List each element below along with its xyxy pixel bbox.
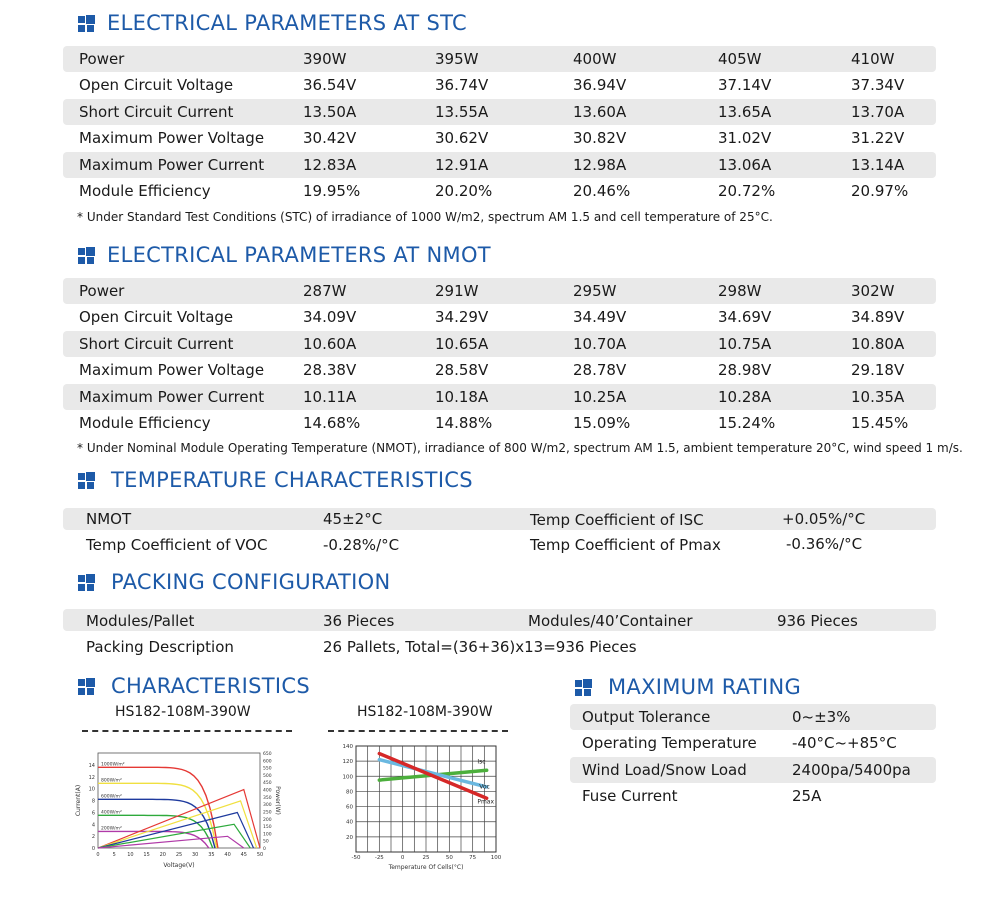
- row-value: 36.54V: [303, 76, 357, 95]
- y2-tick-label: 100: [263, 832, 272, 838]
- section-icon: [78, 679, 94, 695]
- row-value: -40°C~+85°C: [792, 734, 897, 753]
- container-value: 936 Pieces: [777, 612, 858, 630]
- row-value: 10.80A: [851, 334, 905, 353]
- table-row: [570, 730, 936, 756]
- table-row: [63, 152, 936, 178]
- x-tick-label: 5: [112, 852, 116, 858]
- row-value: 28.58V: [435, 361, 489, 380]
- y-tick-label: 60: [346, 804, 353, 811]
- row-label: Open Circuit Voltage: [79, 308, 234, 327]
- voc-coef-value: -0.28%/°C: [323, 536, 400, 554]
- row-value: 30.82V: [573, 129, 627, 148]
- series-label: Pmax: [477, 798, 495, 806]
- row-value: 400W: [573, 50, 617, 68]
- row-label: Power: [79, 50, 125, 68]
- row-label: Fuse Current: [582, 787, 678, 806]
- section-icon: [78, 473, 94, 489]
- row-value: 19.95%: [303, 181, 361, 200]
- packing-desc-value: 26 Pallets, Total=(36+36)x13=936 Pieces: [323, 638, 637, 656]
- row-label: Wind Load/Snow Load: [582, 760, 747, 779]
- temperature-title: TEMPERATURE CHARACTERISTICS: [111, 468, 473, 492]
- y-tick-label: 4: [91, 822, 95, 829]
- row-value: 291W: [435, 282, 479, 300]
- y-axis-label: Current(A): [75, 784, 82, 817]
- temperature-chart: [330, 740, 510, 875]
- irradiance-label: 1000W/m²: [101, 762, 125, 768]
- row-value: 28.98V: [718, 361, 772, 380]
- table-row: [570, 704, 936, 730]
- y-tick-label: 80: [346, 789, 353, 796]
- row-value: 295W: [573, 282, 617, 300]
- x-axis-label: Temperature Of Cells(°C): [388, 864, 464, 871]
- row-value: 29.18V: [851, 361, 905, 380]
- row-value: 28.38V: [303, 361, 357, 380]
- row-value: 13.70A: [851, 102, 905, 121]
- row-value: 20.46%: [573, 181, 631, 200]
- x-tick-label: 10: [127, 852, 134, 858]
- iv-chart-divider: [82, 730, 292, 732]
- row-label: Operating Temperature: [582, 734, 757, 753]
- irradiance-label: 600W/m²: [101, 794, 122, 800]
- row-value: 13.14A: [851, 155, 905, 174]
- pmax-coef-value: -0.36%/°C: [786, 535, 863, 553]
- nmot-label: NMOT: [86, 510, 132, 528]
- y-tick-label: 120: [342, 759, 353, 766]
- row-value: 12.83A: [303, 155, 357, 174]
- irradiance-label: 800W/m²: [101, 778, 122, 784]
- isc-coef-value: +0.05%/°C: [782, 510, 866, 528]
- pallet-label: Modules/Pallet: [86, 612, 195, 630]
- y-tick-label: 20: [346, 834, 353, 841]
- stc-title: ELECTRICAL PARAMETERS AT STC: [107, 11, 468, 35]
- table-row: [63, 99, 936, 125]
- table-row: [63, 46, 936, 72]
- row-value: 10.18A: [435, 387, 489, 406]
- row-value: 10.11A: [303, 387, 357, 406]
- y2-tick-label: 0: [263, 847, 266, 852]
- row-value: 36.74V: [435, 76, 489, 95]
- row-value: 10.35A: [851, 387, 905, 406]
- x-tick-label: -25: [374, 855, 384, 861]
- row-value: 20.97%: [851, 181, 909, 200]
- stc-table: [63, 46, 936, 204]
- y2-tick-label: 350: [263, 795, 272, 801]
- temp-chart-divider: [328, 730, 508, 732]
- row-value: 28.78V: [573, 361, 627, 380]
- row-value: 14.68%: [303, 413, 361, 432]
- series-label: Voc: [479, 783, 490, 791]
- table-row: [63, 410, 936, 436]
- x-tick-label: 15: [143, 852, 150, 858]
- row-value: 2400pa/5400pa: [792, 760, 911, 779]
- row-value: 10.25A: [573, 387, 627, 406]
- section-icon: [575, 680, 591, 696]
- table-row: [63, 357, 936, 383]
- row-value: 37.14V: [718, 76, 772, 95]
- packing-desc-label: Packing Description: [86, 638, 234, 656]
- pv-curve: [98, 790, 260, 848]
- table-row: [63, 384, 936, 410]
- maximum-rating-title: MAXIMUM RATING: [608, 675, 802, 699]
- section-icon: [78, 16, 94, 32]
- irradiance-label: 200W/m²: [101, 826, 122, 832]
- x-tick-label: 45: [240, 852, 247, 858]
- y-tick-label: 8: [91, 798, 95, 805]
- row-value: 37.34V: [851, 76, 905, 95]
- y2-tick-label: 50: [263, 839, 269, 845]
- y-tick-label: 2: [91, 834, 95, 841]
- row-value: 34.29V: [435, 308, 489, 327]
- row-value: 34.69V: [718, 308, 772, 327]
- table-row: [63, 125, 936, 151]
- row-value: 34.89V: [851, 308, 905, 327]
- y2-tick-label: 450: [263, 781, 272, 787]
- table-row: [570, 783, 936, 809]
- row-value: 14.88%: [435, 413, 493, 432]
- y-tick-label: 14: [88, 762, 95, 769]
- nmot-table: [63, 278, 936, 436]
- section-icon: [78, 248, 94, 264]
- row-label: Short Circuit Current: [79, 334, 234, 353]
- container-label: Modules/40’Container: [528, 612, 693, 630]
- y2-tick-label: 500: [263, 773, 272, 779]
- x-tick-label: 35: [208, 852, 215, 858]
- row-value: 13.50A: [303, 102, 357, 121]
- row-value: 31.02V: [718, 129, 772, 148]
- row-value: 12.98A: [573, 155, 627, 174]
- isc-coef-label: Temp Coefficient of ISC: [530, 511, 704, 529]
- row-value: 410W: [851, 50, 895, 68]
- stc-note: * Under Standard Test Conditions (STC) of irradiance of 1000 W/m2, spectrum AM 1.5 and cell temperature of 25°C.: [77, 210, 773, 224]
- y-tick-label: 140: [342, 744, 353, 750]
- table-row: [63, 72, 936, 98]
- x-tick-label: 50: [256, 852, 264, 858]
- row-label: Power: [79, 282, 125, 300]
- characteristics-title: CHARACTERISTICS: [111, 674, 310, 698]
- row-value: 20.72%: [718, 181, 776, 200]
- nmot-note: * Under Nominal Module Operating Temperature (NMOT), irradiance of 800 W/m2, spectrum AM 1.5, ambient temperature 20°C, wind speed 1 m/s.: [77, 441, 963, 455]
- y-tick-label: 12: [88, 774, 95, 781]
- series-label: Isc: [477, 758, 486, 766]
- iv-chart-model: HS182-108M-390W: [115, 704, 251, 720]
- table-row: [63, 178, 936, 204]
- row-label: Module Efficiency: [79, 181, 211, 200]
- row-label: Module Efficiency: [79, 413, 211, 432]
- y2-tick-label: 200: [263, 817, 272, 823]
- iv-chart: [70, 745, 280, 875]
- row-value: 34.09V: [303, 308, 357, 327]
- x-tick-label: 0: [96, 852, 100, 858]
- pallet-value: 36 Pieces: [323, 612, 395, 630]
- row-value: 13.65A: [718, 102, 772, 121]
- y2-tick-label: 150: [263, 825, 272, 831]
- row-value: 13.55A: [435, 102, 489, 121]
- voc-coef-label: Temp Coefficient of VOC: [86, 536, 268, 554]
- row-value: 287W: [303, 282, 347, 300]
- row-label: Short Circuit Current: [79, 102, 234, 121]
- y-tick-label: 6: [91, 810, 95, 817]
- row-value: 395W: [435, 50, 479, 68]
- y-tick-label: 40: [346, 819, 353, 826]
- row-label: Maximum Power Voltage: [79, 129, 265, 148]
- y2-tick-label: 300: [263, 803, 272, 809]
- row-value: 20.20%: [435, 181, 493, 200]
- x-tick-label: 25: [422, 855, 430, 861]
- table-row: [63, 304, 936, 330]
- row-value: 298W: [718, 282, 762, 300]
- row-value: 13.06A: [718, 155, 772, 174]
- table-row: [570, 757, 936, 783]
- row-label: Maximum Power Current: [79, 387, 265, 406]
- row-label: Output Tolerance: [582, 708, 711, 726]
- section-icon: [78, 575, 94, 591]
- row-value: 13.60A: [573, 102, 627, 121]
- x-tick-label: 50: [445, 855, 453, 861]
- row-value: 302W: [851, 282, 895, 300]
- row-label: Open Circuit Voltage: [79, 76, 234, 95]
- y-tick-label: 100: [342, 774, 353, 781]
- x-tick-label: 20: [159, 852, 166, 858]
- row-value: 10.28A: [718, 387, 772, 406]
- x-tick-label: 40: [224, 852, 231, 858]
- row-label: Maximum Power Current: [79, 155, 265, 174]
- nmot-value: 45±2°C: [323, 510, 383, 528]
- row-value: 0~±3%: [792, 708, 851, 726]
- irradiance-label: 400W/m²: [101, 810, 122, 816]
- row-value: 30.62V: [435, 129, 489, 148]
- row-value: 10.65A: [435, 334, 489, 353]
- row-value: 10.70A: [573, 334, 627, 353]
- maximum-rating-table: [570, 704, 936, 810]
- y2-tick-label: 400: [263, 788, 272, 794]
- y2-tick-label: 550: [263, 766, 272, 772]
- x-tick-label: 75: [469, 855, 477, 861]
- row-value: 30.42V: [303, 129, 357, 148]
- row-value: 10.60A: [303, 334, 357, 353]
- x-tick-label: 0: [400, 855, 405, 861]
- nmot-title: ELECTRICAL PARAMETERS AT NMOT: [107, 243, 491, 267]
- row-value: 15.45%: [851, 413, 909, 432]
- table-row: [63, 278, 936, 304]
- y2-tick-label: 650: [263, 752, 272, 757]
- packing-title: PACKING CONFIGURATION: [111, 570, 391, 594]
- row-value: 10.75A: [718, 334, 772, 353]
- x-tick-label: 30: [192, 852, 199, 858]
- row-value: 12.91A: [435, 155, 489, 174]
- pmax-coef-label: Temp Coefficient of Pmax: [530, 536, 721, 554]
- temp-chart-model: HS182-108M-390W: [357, 704, 493, 720]
- x-tick-label: 100: [490, 855, 502, 861]
- table-row: [63, 331, 936, 357]
- y2-axis-label: Power(W): [274, 786, 281, 815]
- row-value: 25A: [792, 787, 822, 806]
- row-value: 15.24%: [718, 413, 776, 432]
- row-label: Maximum Power Voltage: [79, 361, 265, 380]
- row-value: 31.22V: [851, 129, 905, 148]
- row-value: 15.09%: [573, 413, 631, 432]
- x-axis-label: Voltage(V): [163, 862, 195, 869]
- row-value: 405W: [718, 50, 762, 68]
- row-value: 36.94V: [573, 76, 627, 95]
- y-tick-label: 0: [91, 846, 95, 852]
- row-value: 34.49V: [573, 308, 627, 327]
- x-tick-label: 25: [175, 852, 183, 858]
- y2-tick-label: 600: [263, 759, 272, 765]
- y-tick-label: 10: [88, 786, 95, 793]
- y2-tick-label: 250: [263, 810, 272, 816]
- row-value: 390W: [303, 50, 347, 68]
- x-tick-label: -50: [351, 855, 361, 861]
